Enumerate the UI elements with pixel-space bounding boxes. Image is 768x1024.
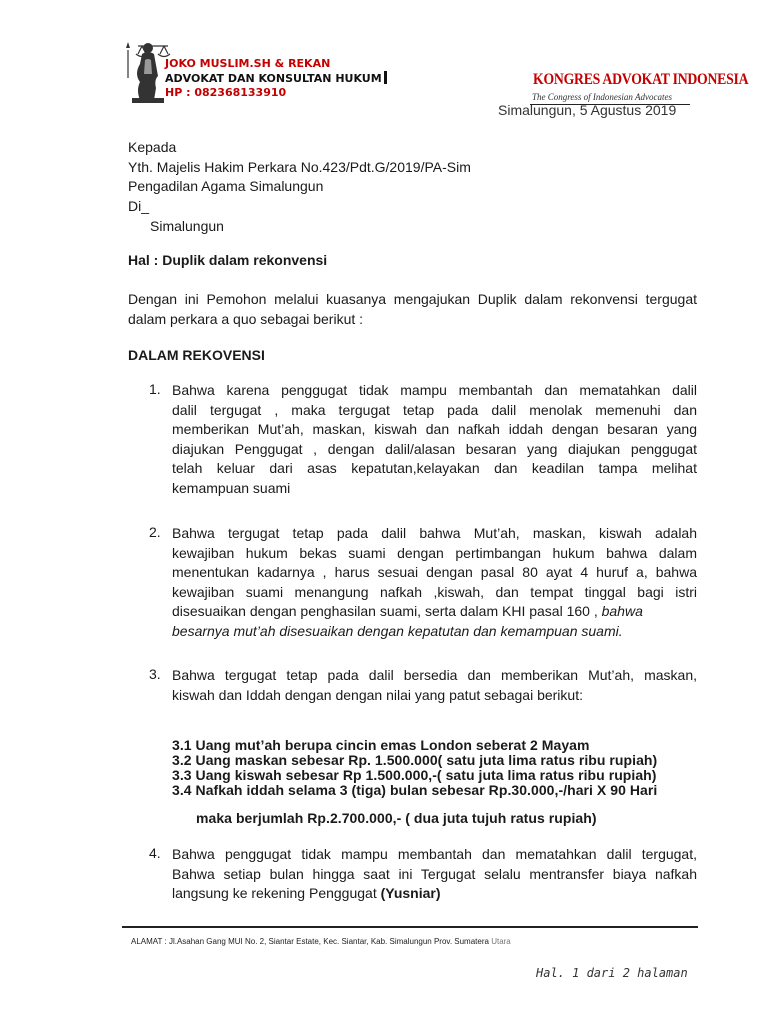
recipient-line: Simalungun xyxy=(150,218,224,234)
footer-address xyxy=(131,937,511,946)
recipient-block xyxy=(128,138,471,237)
footer-address-tail: Utara xyxy=(491,937,511,946)
section-title: DALAM REKOVENSI xyxy=(128,347,265,363)
firm-type-text: ADVOKAT DAN KONSULTAN HUKUM xyxy=(165,72,382,85)
subject-line: Hal : Duplik dalam rekonvensi xyxy=(128,252,328,268)
item-line: menentukan kadarnya , harus sesuai dengan pasal 80 ayat 4 huruf a, bahwa xyxy=(172,564,697,580)
item-line-emphasis: besarnya mut’ah disesuaikan dengan kepatutan dan kemampuan suami. xyxy=(172,622,623,639)
item-line: Bahwa tergugat tetap pada dalil bahwa Mut’ah, maskan, kiswah adalah xyxy=(172,525,697,541)
item-line-text: disesuaikan dengan penghasilan suami, serta dalam KHI pasal 160 , xyxy=(172,603,602,619)
footer-address-text: ALAMAT : Jl.Asahan Gang MUI No. 2, Siantar Estate, Kec. Siantar, Kab. Simalungun Prov. Sumatera xyxy=(131,937,492,946)
item-line: telah keluar dari asas kepatutan,kelayakan dan keadilan tampa melihat xyxy=(172,460,697,476)
list-item xyxy=(172,524,697,641)
subitem: 3.3 Uang kiswah sebesar Rp 1.500.000,-( satu juta lima ratus ribu rupiah) xyxy=(172,767,657,783)
item-line xyxy=(172,622,697,642)
item-line xyxy=(172,602,697,622)
subitem-total: maka berjumlah Rp.2.700.000,- ( dua juta tujuh ratus rupiah) xyxy=(196,810,597,826)
item-line: Bahwa setiap bulan hingga saat ini Tergugat selalu mentransfer biaya nafkah xyxy=(172,865,697,882)
item-line: kewajiban suami menangung nafkah ,kiswah, dan tempat tinggal bagi istri xyxy=(172,583,697,600)
subitem-list xyxy=(172,738,657,798)
item-line: kemampuan suami xyxy=(172,479,291,496)
item-line-bold: (Yusniar) xyxy=(380,885,441,901)
subitem: 3.1 Uang mut’ah berupa cincin emas London seberat 2 Mayam xyxy=(172,737,590,753)
recipient-line: Kepada xyxy=(128,139,177,155)
list-item xyxy=(172,845,697,904)
org-subtitle: The Congress of Indonesian Advocates xyxy=(532,92,672,102)
page-number: Hal. 1 dari 2 halaman xyxy=(536,966,688,980)
item-number: 2. xyxy=(149,524,161,540)
item-line: Bahwa tergugat tetap pada dalil bersedia dan memberikan Mut’ah, maskan, xyxy=(172,667,697,683)
intro-paragraph: Dengan ini Pemohon melalui kuasanya mengajukan Duplik dalam rekonvensi tergugat dalam perkara a quo sebagai berikut : xyxy=(128,291,697,327)
firm-phone: HP : 082368133910 xyxy=(165,86,287,99)
firm-block xyxy=(165,57,387,100)
list-item xyxy=(172,666,697,705)
recipient-line: Di_ xyxy=(128,197,150,214)
item-number: 1. xyxy=(149,381,161,397)
item-line: memberikan Mut’ah, maskan, kiswah dan nafkah iddah dengan besaran yang xyxy=(172,421,697,437)
firm-type xyxy=(165,71,387,86)
firm-name: JOKO MUSLIM.SH & REKAN xyxy=(165,57,331,70)
item-line: kiswah dan Iddah dengan dengan nilai yang patut sebagai berikut: xyxy=(172,686,583,703)
recipient-line: Pengadilan Agama Simalungun xyxy=(128,178,324,194)
subitem: 3.2 Uang maskan sebesar Rp. 1.500.000( satu juta lima ratus ribu rupiah) xyxy=(172,752,658,768)
org-name: KONGRES ADVOKAT INDONESIA xyxy=(533,71,749,88)
subitem: 3.4 Nafkah iddah selama 3 (tiga) bulan sebesar Rp.30.000,-/hari X 90 Hari xyxy=(172,782,658,798)
text-cursor xyxy=(384,71,387,84)
item-line: Bahwa penggugat tidak mampu membantah dan mematahkan dalil tergugat, xyxy=(172,846,697,862)
footer-divider xyxy=(122,926,698,928)
item-line: kewajiban hukum bekas suami dengan pertimbangan hukum bahwa dalam xyxy=(172,544,697,561)
item-line: diajukan Penggugat , dengan dalil/alasan besaran yang diajukan penggugat xyxy=(172,440,697,457)
list-item xyxy=(172,381,697,498)
item-line-emphasis: bahwa xyxy=(601,603,643,619)
item-line xyxy=(172,884,697,904)
item-number: 4. xyxy=(149,845,161,861)
item-line: Bahwa karena penggugat tidak mampu membantah dan mematahkan dalil xyxy=(172,382,697,398)
item-line-text: langsung ke rekening Penggugat xyxy=(172,885,381,901)
item-number: 3. xyxy=(149,666,161,682)
letter-date: Simalungun, 5 Agustus 2019 xyxy=(498,102,677,118)
item-line: dalil tergugat , maka tergugat tetap pada dalil menolak memenuhi dan xyxy=(172,401,697,418)
recipient-line: Yth. Majelis Hakim Perkara No.423/Pdt.G/2019/PA-Sim xyxy=(128,158,471,175)
